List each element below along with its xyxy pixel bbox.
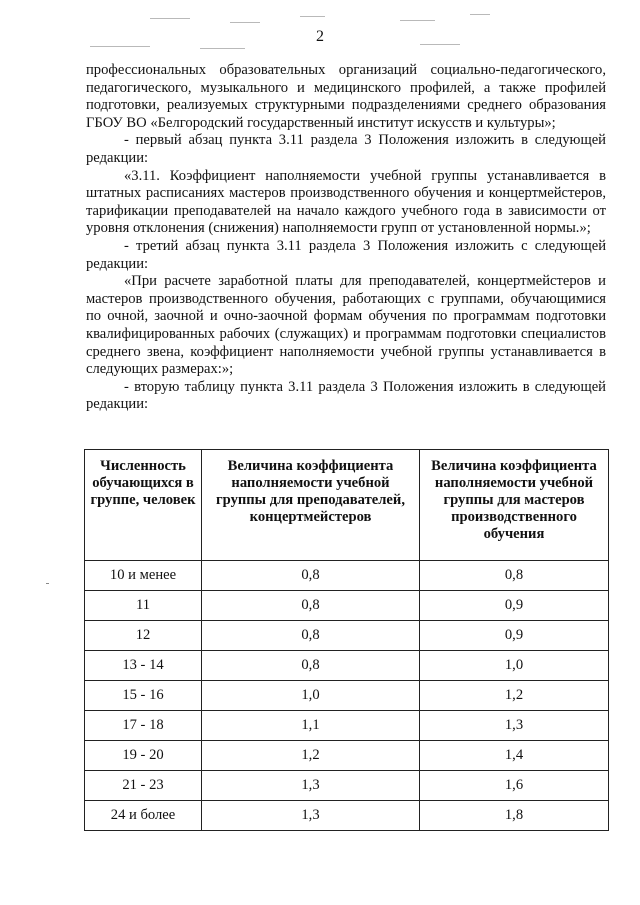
table-row xyxy=(85,561,609,591)
cell-teacher-coefficient: 1,2 xyxy=(202,741,420,771)
table-row xyxy=(85,591,609,621)
header-teacher-coefficient: Величина коэффициента наполняемости учебной группы для преподавателей, концертмейстеров xyxy=(202,450,420,561)
table-row xyxy=(85,801,609,831)
table-row xyxy=(85,651,609,681)
cell-group-size: 13 - 14 xyxy=(85,651,202,681)
page-number: 2 xyxy=(316,28,324,45)
header-group-size: Численность обучающихся в группе, человек xyxy=(85,450,202,561)
paragraph-4: - третий абзац пункта 3.11 раздела 3 Положения изложить с следующей редакции: xyxy=(86,237,606,272)
paragraph-5: «При расчете заработной платы для преподавателей, концертмейстеров и мастеров производственного обучения, работающих с группами, обучающимися по очной, заочной и очно-заочной формам обучения по программам подготовки квалифицированных рабочих (служащих) и программам подготовки специалистов среднего звена, коэффициент наполняемости учебной группы устанавливается в следующих размерах:»; xyxy=(86,273,606,378)
table-row xyxy=(85,741,609,771)
cell-master-coefficient: 0,9 xyxy=(420,591,609,621)
cell-group-size: 24 и более xyxy=(85,801,202,831)
cell-group-size: 10 и менее xyxy=(85,561,202,591)
table-row xyxy=(85,681,609,711)
margin-mark xyxy=(46,583,49,584)
cell-teacher-coefficient: 0,8 xyxy=(202,651,420,681)
cell-group-size: 17 - 18 xyxy=(85,711,202,741)
document-body xyxy=(86,62,606,414)
table-row xyxy=(85,711,609,741)
cell-master-coefficient: 1,0 xyxy=(420,651,609,681)
cell-master-coefficient: 1,6 xyxy=(420,771,609,801)
cell-teacher-coefficient: 1,3 xyxy=(202,771,420,801)
paragraph-6: - вторую таблицу пункта 3.11 раздела 3 Положения изложить в следующей редакции: xyxy=(86,378,606,413)
table-row xyxy=(85,771,609,801)
cell-teacher-coefficient: 1,3 xyxy=(202,801,420,831)
cell-group-size: 15 - 16 xyxy=(85,681,202,711)
coefficient-table xyxy=(84,449,609,831)
cell-group-size: 19 - 20 xyxy=(85,741,202,771)
cell-master-coefficient: 0,9 xyxy=(420,621,609,651)
cell-group-size: 12 xyxy=(85,621,202,651)
cell-master-coefficient: 1,4 xyxy=(420,741,609,771)
paragraph-1: профессиональных образовательных организаций социально-педагогического, педагогического, музыкального и медицинского профилей, а также профилей подготовки, реализуемых структурными подразделениями среднего образования ГБОУ ВО «Белгородский государственный институт искусств и культуры»; xyxy=(86,62,606,131)
cell-group-size: 21 - 23 xyxy=(85,771,202,801)
cell-teacher-coefficient: 1,0 xyxy=(202,681,420,711)
cell-master-coefficient: 0,8 xyxy=(420,561,609,591)
cell-teacher-coefficient: 1,1 xyxy=(202,711,420,741)
cell-teacher-coefficient: 0,8 xyxy=(202,561,420,591)
cell-master-coefficient: 1,3 xyxy=(420,711,609,741)
cell-master-coefficient: 1,2 xyxy=(420,681,609,711)
header-master-coefficient: Величина коэффициента наполняемости учебной группы для мастеров производственного обучения xyxy=(420,450,609,561)
paragraph-3: «3.11. Коэффициент наполняемости учебной группы устанавливается в штатных расписаниях мастеров производственного обучения и концертмейстеров, тарификации преподавателей на начало каждого учебного года в зависимости от уровня отклонения (снижения) наполняемости групп от установленной нормы.»; xyxy=(86,167,606,237)
paragraph-2: - первый абзац пункта 3.11 раздела 3 Положения изложить в следующей редакции: xyxy=(86,132,606,166)
cell-teacher-coefficient: 0,8 xyxy=(202,621,420,651)
cell-teacher-coefficient: 0,8 xyxy=(202,591,420,621)
cell-master-coefficient: 1,8 xyxy=(420,801,609,831)
cell-group-size: 11 xyxy=(85,591,202,621)
table-header-row xyxy=(85,450,609,561)
table-row xyxy=(85,621,609,651)
